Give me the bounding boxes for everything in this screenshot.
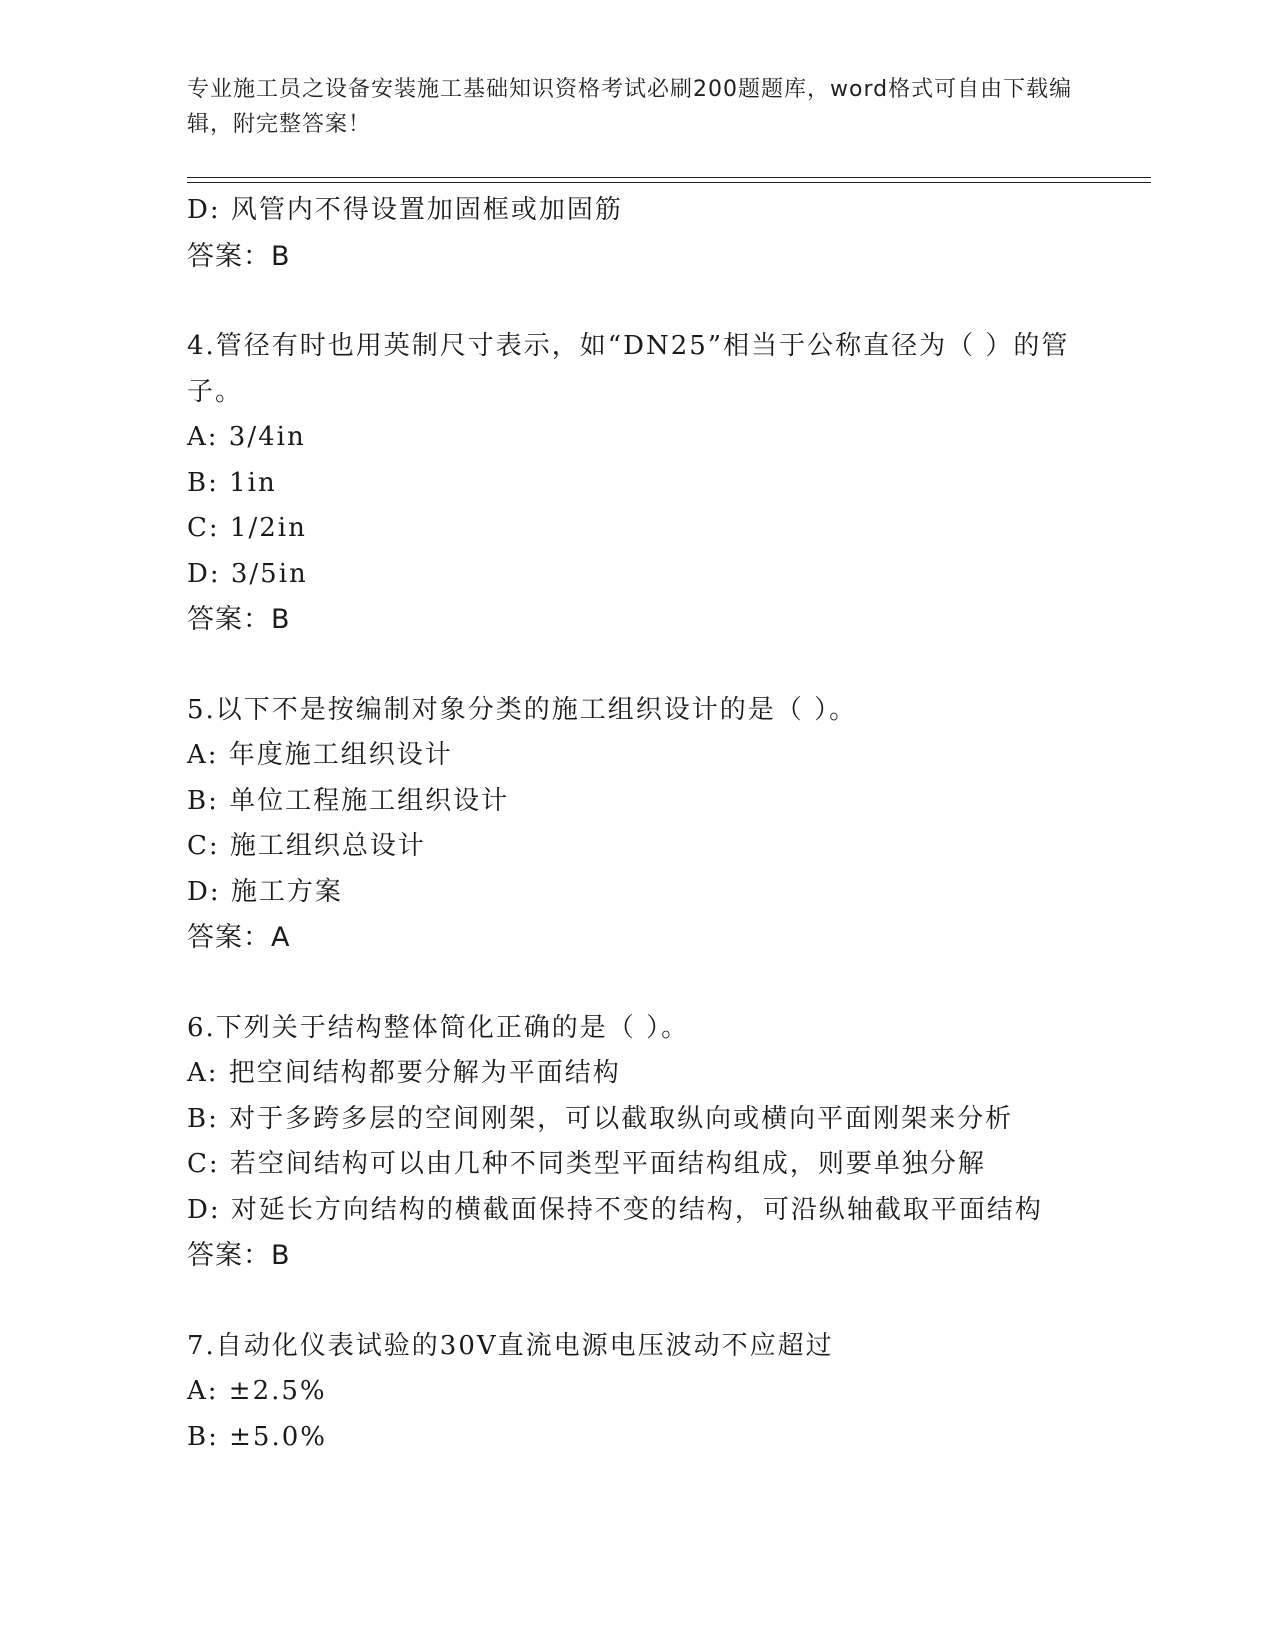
option-d: D: 施工方案 xyxy=(187,876,343,907)
option-d: D: 对延长方向结构的横截面保持不变的结构，可沿纵轴截取平面结构 xyxy=(187,1194,1043,1225)
option-a: A: 年度施工组织设计 xyxy=(187,740,453,770)
header-divider-top xyxy=(187,177,1151,178)
question-7 xyxy=(187,1324,1147,1461)
question-content xyxy=(187,188,1147,1460)
question-stem: 4.管径有时也用英制尺寸表示，如“DN25”相当于公称直径为（ ）的管子。 xyxy=(187,331,1070,407)
question-stem: 7.自动化仪表试验的30V直流电源电压波动不应超过 xyxy=(187,1330,834,1361)
option-b: B: 单位工程施工组织设计 xyxy=(187,785,510,816)
option-a: A: 3/4in xyxy=(187,422,306,452)
question-5 xyxy=(187,688,1147,961)
option-d: D: 3/5in xyxy=(187,558,308,589)
option-b: B: 对于多跨多层的空间刚架，可以截取纵向或横向平面刚架来分析 xyxy=(187,1103,1014,1134)
question-4 xyxy=(187,324,1147,643)
carryover-block xyxy=(187,188,1147,279)
option-c: C: 施工组织总设计 xyxy=(187,831,426,861)
answer: 答案：B xyxy=(187,1240,291,1271)
option-a: A: ±2.5% xyxy=(187,1376,327,1406)
header-title: 专业施工员之设备安装施工基础知识资格考试必刷200题题库，word格式可自由下载编辑，附完整答案！ xyxy=(187,77,1073,137)
question-stem: 6.下列关于结构整体简化正确的是（ ）。 xyxy=(187,1012,690,1043)
question-stem: 5.以下不是按编制对象分类的施工组织设计的是（ ）。 xyxy=(187,694,858,725)
answer: 答案：A xyxy=(187,922,291,953)
option-a: A: 把空间结构都要分解为平面结构 xyxy=(187,1058,621,1088)
option-b: B: 1in xyxy=(187,467,277,498)
option-d: D: 风管内不得设置加固框或加固筋 xyxy=(187,195,623,225)
option-c: C: 1/2in xyxy=(187,513,307,543)
option-b: B: ±5.0% xyxy=(187,1421,327,1452)
answer: 答案：B xyxy=(187,240,291,272)
header-divider-bottom xyxy=(187,182,1151,183)
option-c: C: 若空间结构可以由几种不同类型平面结构组成，则要单独分解 xyxy=(187,1149,986,1179)
answer: 答案：B xyxy=(187,604,291,635)
document-header xyxy=(187,72,1087,142)
question-6 xyxy=(187,1006,1147,1279)
